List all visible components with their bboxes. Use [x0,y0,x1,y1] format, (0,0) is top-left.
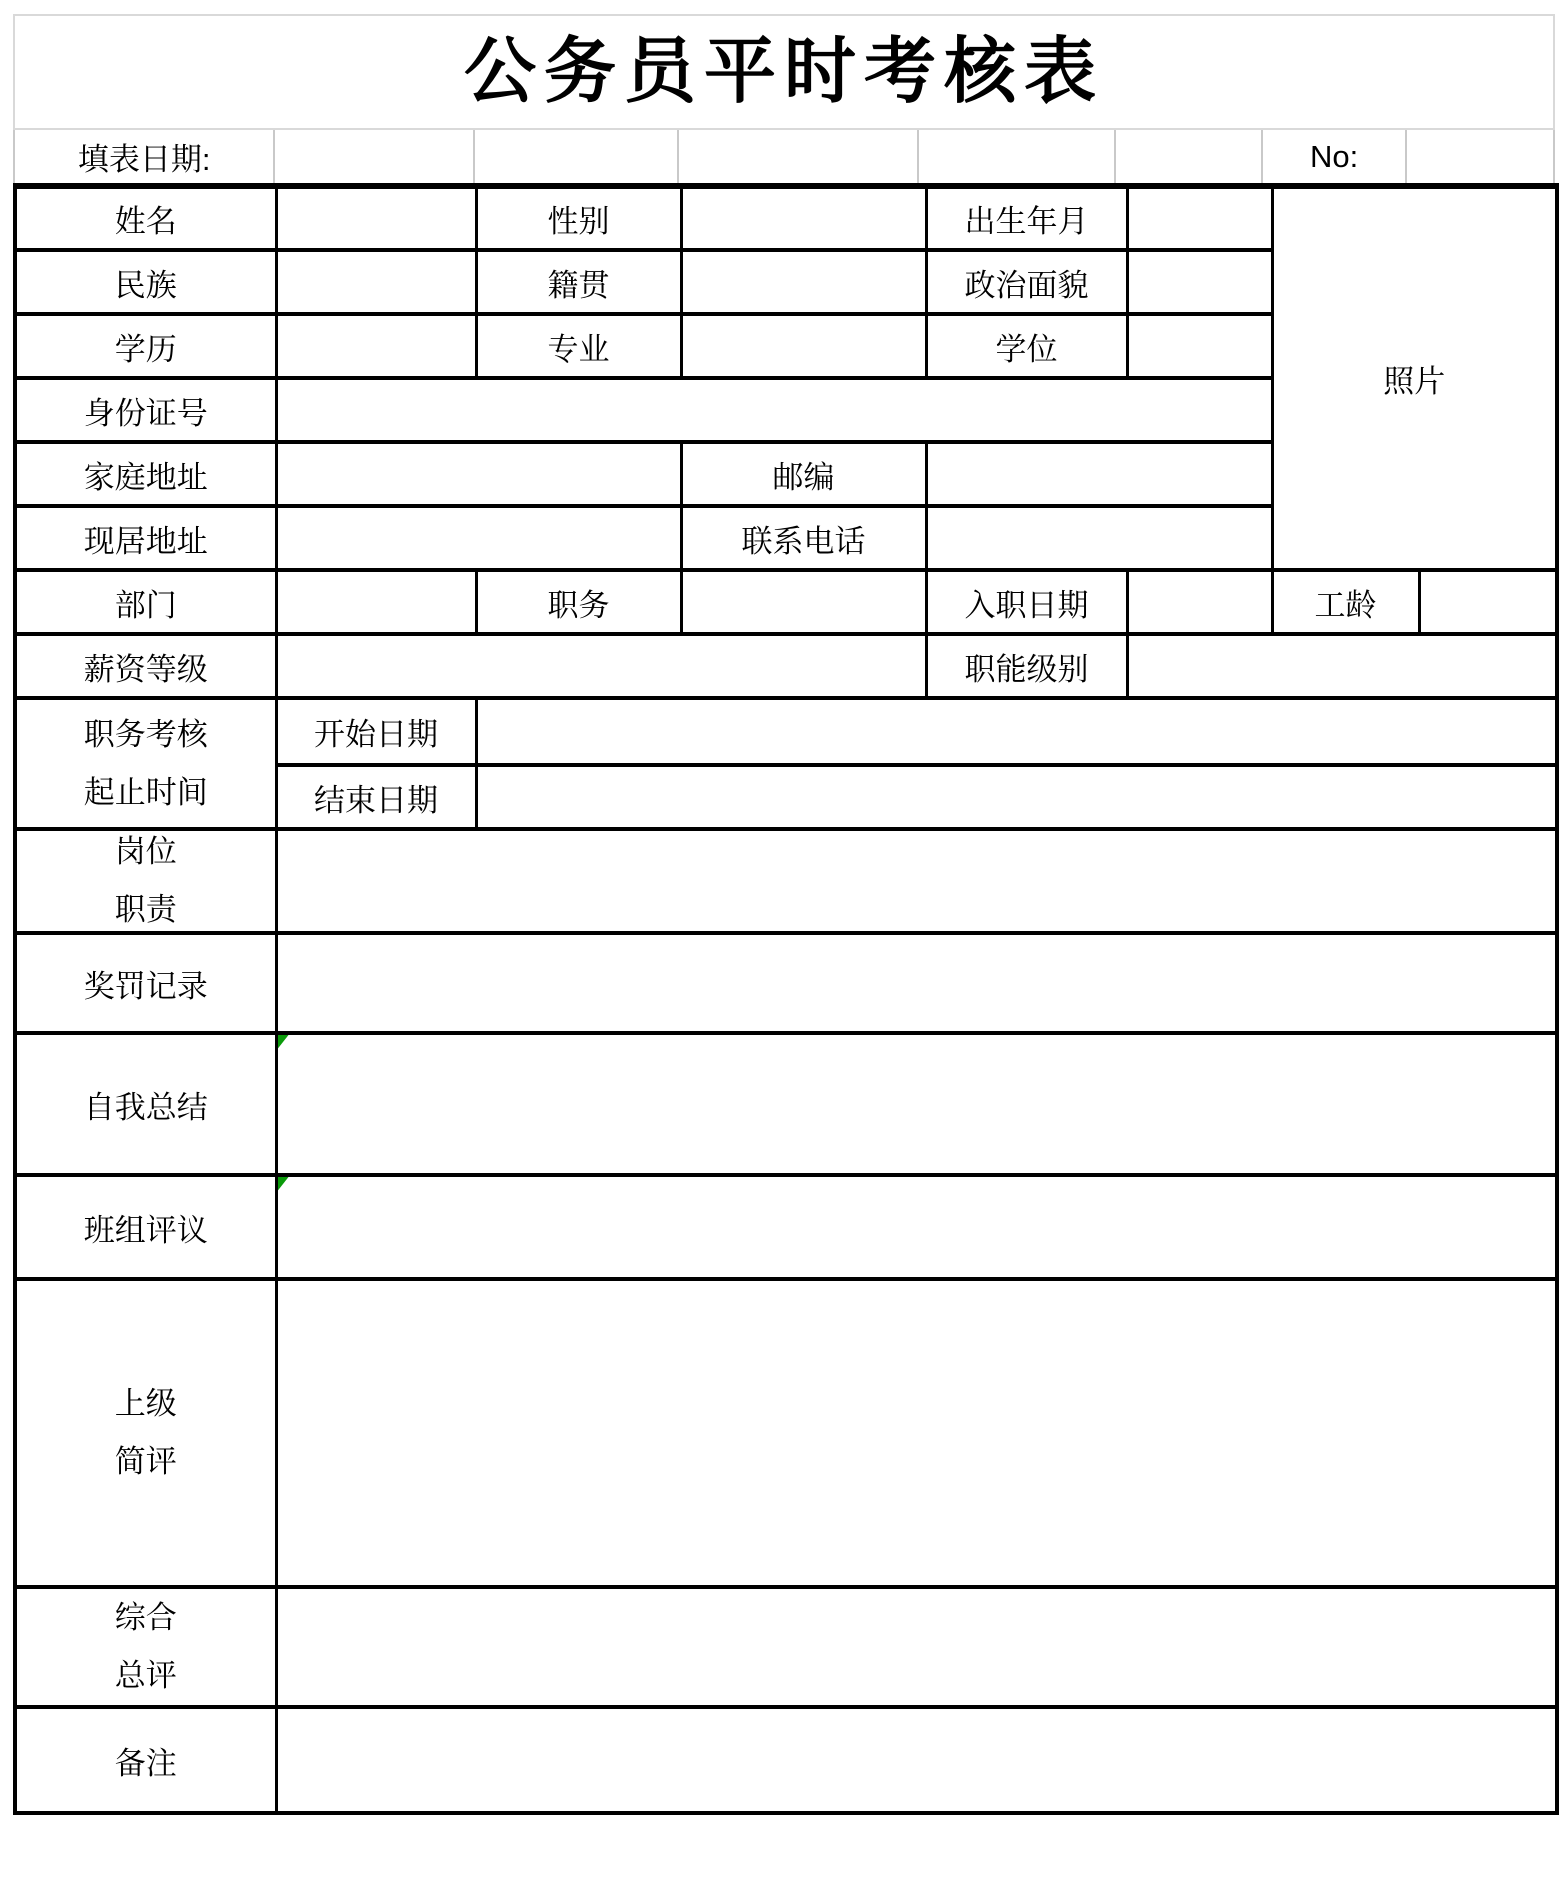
self-summary-value-cell[interactable] [276,1033,1557,1175]
rewards-value-cell[interactable] [276,933,1557,1033]
fill-date-value-cell[interactable] [275,130,474,183]
work-years-value-cell[interactable] [1419,570,1557,634]
form-document [13,14,1555,1815]
row-assessment-start [15,698,1557,765]
function-level-label-cell [926,634,1127,698]
self-summary-label-cell [15,1033,276,1175]
no-label-cell [1263,130,1408,183]
department-value-cell[interactable] [276,570,476,634]
education-value-cell[interactable] [276,314,476,378]
header-empty-cell-4[interactable] [1116,130,1263,183]
title-block [13,14,1555,130]
department-label-cell [15,570,276,634]
id-number-value-cell[interactable] [276,378,1272,442]
fill-date-label-cell [15,130,275,183]
political-status-label-cell [926,250,1127,314]
photo-cell[interactable] [1272,186,1557,570]
postcode-value-cell[interactable] [926,442,1272,506]
form-table [13,183,1559,1815]
birth-date-label-cell [926,186,1127,250]
name-value-cell[interactable] [276,186,476,250]
end-date-value-cell[interactable] [476,765,1557,829]
name-label-cell [15,186,276,250]
header-empty-cell-3[interactable] [919,130,1116,183]
current-address-value-cell[interactable] [276,506,681,570]
row-remarks [15,1707,1557,1813]
overall-review-value-cell[interactable] [276,1587,1557,1707]
native-place-label-cell [476,250,681,314]
department-label: 部门 [114,587,177,623]
fill-date-label: 填表日期: [77,142,211,177]
ethnicity-label: 民族 [114,267,177,303]
hire-date-label: 入职日期 [964,587,1089,623]
duty-value-cell[interactable] [276,829,1557,933]
row-department [15,570,1557,634]
gender-label-cell [476,186,681,250]
row-team-review [15,1175,1557,1279]
phone-label: 联系电话 [741,523,866,559]
start-date-label: 开始日期 [314,717,438,752]
ethnicity-value-cell[interactable] [276,250,476,314]
remarks-value-cell[interactable] [276,1707,1557,1813]
native-place-label: 籍贯 [547,267,610,303]
superior-review-label-line2: 简评 [114,1444,177,1479]
comment-marker-icon [278,1035,289,1049]
salary-grade-label: 薪资等级 [83,651,208,687]
self-summary-label: 自我总结 [83,1089,208,1125]
rewards-label-cell [15,933,276,1033]
political-status-value-cell[interactable] [1127,250,1272,314]
education-label-cell [15,314,276,378]
birth-date-label: 出生年月 [964,204,1089,239]
overall-review-label-line2: 总评 [114,1658,177,1693]
id-number-label: 身份证号 [83,395,208,431]
row-salary-grade [15,634,1557,698]
salary-grade-value-cell[interactable] [276,634,926,698]
superior-review-label-cell [15,1279,276,1587]
hire-date-value-cell[interactable] [1127,570,1272,634]
home-address-label: 家庭地址 [83,459,208,495]
overall-review-label-cell [15,1587,276,1707]
superior-review-label-line1: 上级 [114,1386,177,1422]
major-label-cell [476,314,681,378]
no-label: No: [1309,138,1359,174]
header-empty-cell-2[interactable] [679,130,918,183]
phone-label-cell [681,506,926,570]
rewards-label: 奖罚记录 [83,968,208,1004]
photo-label: 照片 [1383,364,1446,399]
remarks-label-cell [15,1707,276,1813]
overall-review-label-line1: 综合 [114,1600,177,1636]
salary-grade-label-cell [15,634,276,698]
team-review-label-cell [15,1175,276,1279]
comment-marker-icon [278,1177,289,1191]
assessment-period-label-cell [15,698,276,829]
duty-label-line1: 岗位 [114,834,177,870]
assessment-period-label-line1: 职务考核 [83,716,208,752]
current-address-label: 现居地址 [83,523,208,559]
header-empty-cell-1[interactable] [475,130,679,183]
start-date-label-cell [276,698,476,765]
page-title: 公务员平时考核表 [463,32,1104,112]
home-address-label-cell [15,442,276,506]
position-label-cell [476,570,681,634]
name-label: 姓名 [114,204,177,239]
end-date-label-cell [276,765,476,829]
team-review-label: 班组评议 [83,1212,208,1248]
row-name [15,186,1557,250]
birth-date-value-cell[interactable] [1127,186,1272,250]
duty-label-cell [15,829,276,933]
row-duty [15,829,1557,933]
assessment-period-label-line2: 起止时间 [83,774,208,810]
no-value-cell[interactable] [1407,130,1553,183]
gender-label: 性别 [547,204,610,239]
id-number-label-cell [15,378,276,442]
work-years-label: 工龄 [1314,587,1377,623]
education-label: 学历 [114,331,177,367]
duty-label-line2: 职责 [114,892,177,927]
degree-label-cell [926,314,1127,378]
degree-value-cell[interactable] [1127,314,1272,378]
row-rewards [15,933,1557,1033]
postcode-label: 邮编 [772,459,835,495]
native-place-value-cell[interactable] [681,250,926,314]
fill-date-row [13,130,1555,183]
home-address-value-cell[interactable] [276,442,681,506]
work-years-label-cell [1272,570,1419,634]
remarks-label: 备注 [114,1745,177,1781]
superior-review-value-cell[interactable] [276,1279,1557,1587]
team-review-value-cell[interactable] [276,1175,1557,1279]
phone-value-cell[interactable] [926,506,1272,570]
position-value-cell[interactable] [681,570,926,634]
degree-label: 学位 [995,331,1058,367]
row-self-summary [15,1033,1557,1175]
political-status-label: 政治面貌 [964,267,1089,303]
row-overall-review [15,1587,1557,1707]
ethnicity-label-cell [15,250,276,314]
start-date-value-cell[interactable] [476,698,1557,765]
end-date-label: 结束日期 [314,782,438,818]
postcode-label-cell [681,442,926,506]
major-value-cell[interactable] [681,314,926,378]
current-address-label-cell [15,506,276,570]
function-level-value-cell[interactable] [1127,634,1557,698]
major-label: 专业 [547,331,610,367]
row-superior-review [15,1279,1557,1587]
hire-date-label-cell [926,570,1127,634]
gender-value-cell[interactable] [681,186,926,250]
function-level-label: 职能级别 [964,651,1089,687]
position-label: 职务 [547,587,610,623]
